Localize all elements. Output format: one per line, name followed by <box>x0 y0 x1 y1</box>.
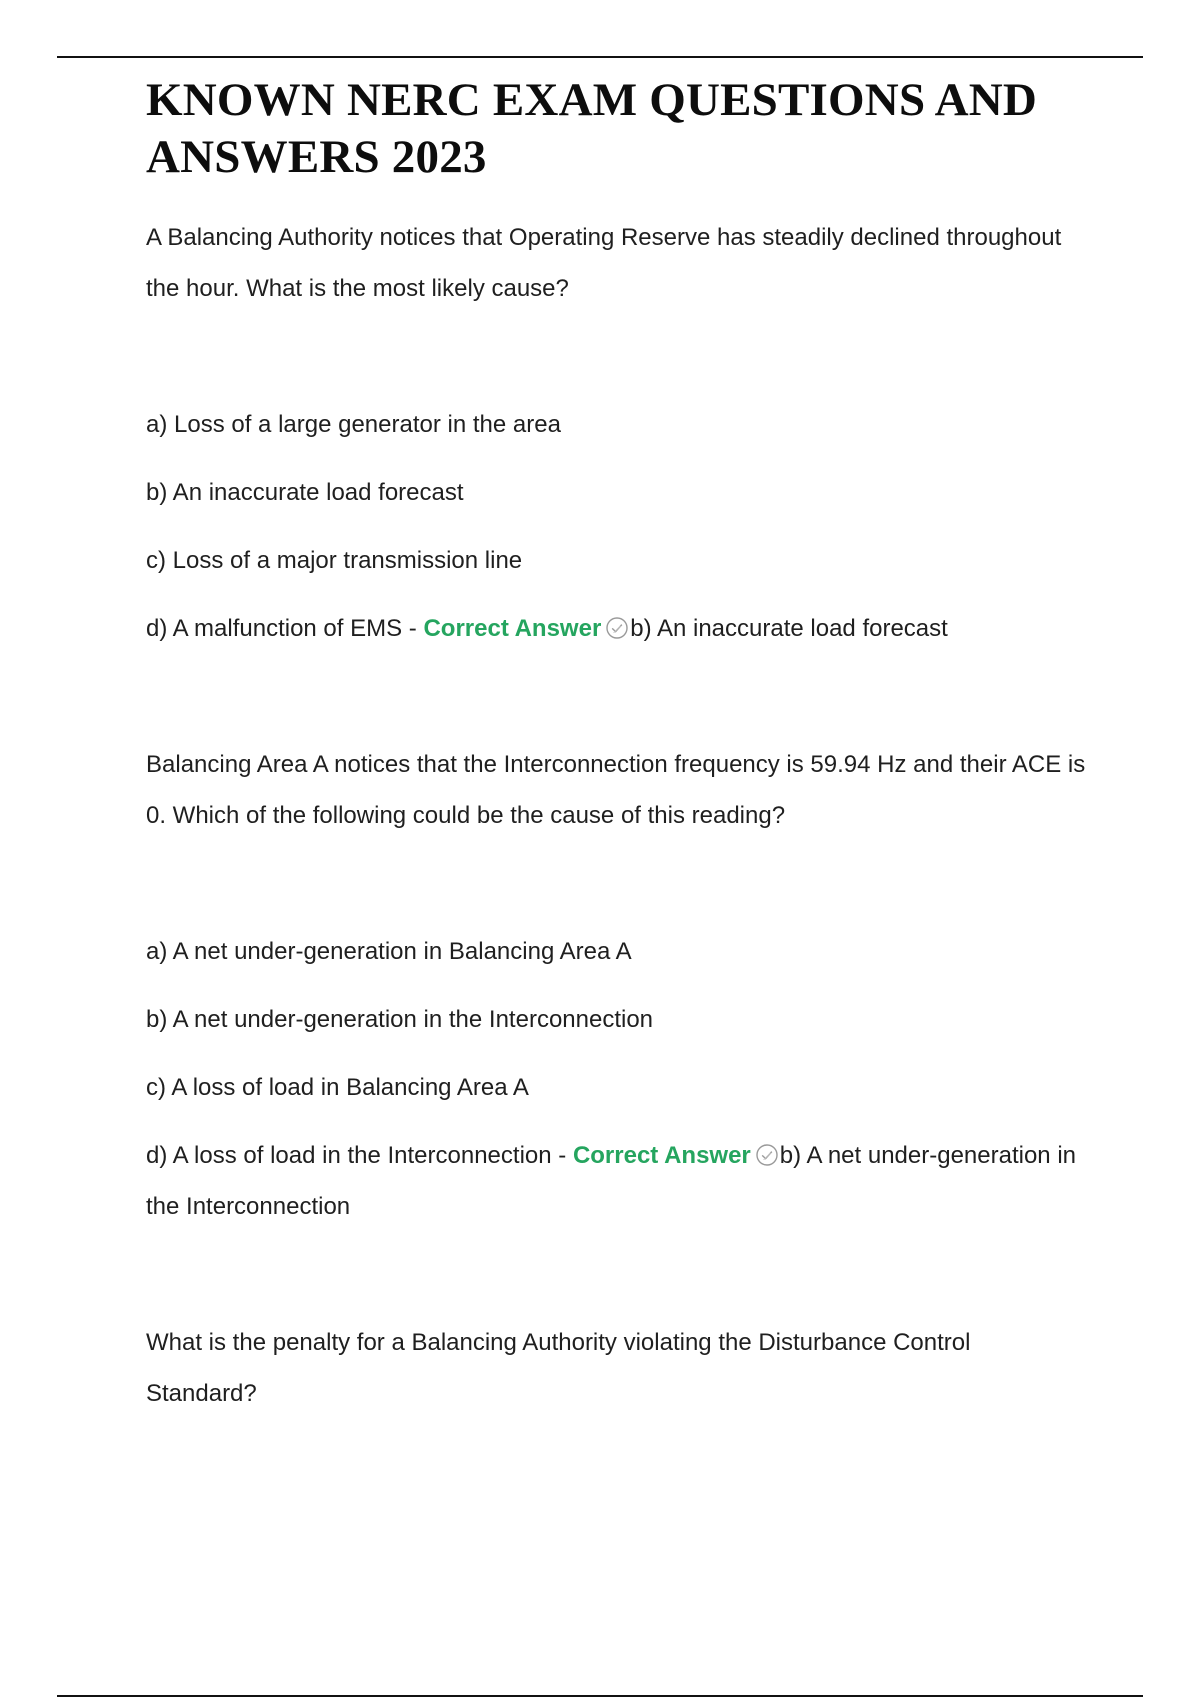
question-2-option-d: d) A loss of load in the Interconnection <box>146 1142 552 1169</box>
footer-rule <box>57 1695 1143 1697</box>
document-title: KNOWN NERC EXAM QUESTIONS AND ANSWERS 2023 <box>146 74 1038 183</box>
check-circle-icon <box>605 607 629 631</box>
question-1-option-c: c) Loss of a major transmission line <box>146 547 523 574</box>
question-1-option-a: a) Loss of a large generator in the area <box>146 411 561 438</box>
question-1-option-d-with-answer <box>146 603 1086 654</box>
page-content <box>146 72 1086 1504</box>
question-2-answer: b) A net under-generation in the Interconnection <box>146 1142 1076 1220</box>
correct-answer-label: Correct Answer <box>572 1142 751 1169</box>
correct-answer-label: Correct Answer <box>423 615 602 642</box>
question-2-option-b: b) A net under-generation in the Interconnection <box>146 1006 654 1033</box>
question-2-text: Balancing Area A notices that the Interconnection frequency is 59.94 Hz and their ACE is 0. Which of the following could be the cause of this reading? <box>146 751 1086 829</box>
question-1-answer: b) An inaccurate load forecast <box>630 615 948 642</box>
question-2-option-d-with-answer <box>146 1130 1086 1232</box>
question-1-option-d: d) A malfunction of EMS <box>146 615 403 642</box>
answer-separator: - <box>551 1142 573 1169</box>
question-2-option-c: c) A loss of load in Balancing Area A <box>146 1074 529 1101</box>
question-1-option-b: b) An inaccurate load forecast <box>146 479 464 506</box>
question-1-text: A Balancing Authority notices that Operating Reserve has steadily declined throughout the hour. What is the most likely cause? <box>146 224 1062 302</box>
header-rule <box>57 56 1143 58</box>
answer-separator: - <box>402 615 424 642</box>
question-2-option-a: a) A net under-generation in Balancing Area A <box>146 938 632 965</box>
question-3-text: What is the penalty for a Balancing Authority violating the Disturbance Control Standard? <box>146 1329 971 1407</box>
check-circle-icon <box>755 1134 779 1158</box>
